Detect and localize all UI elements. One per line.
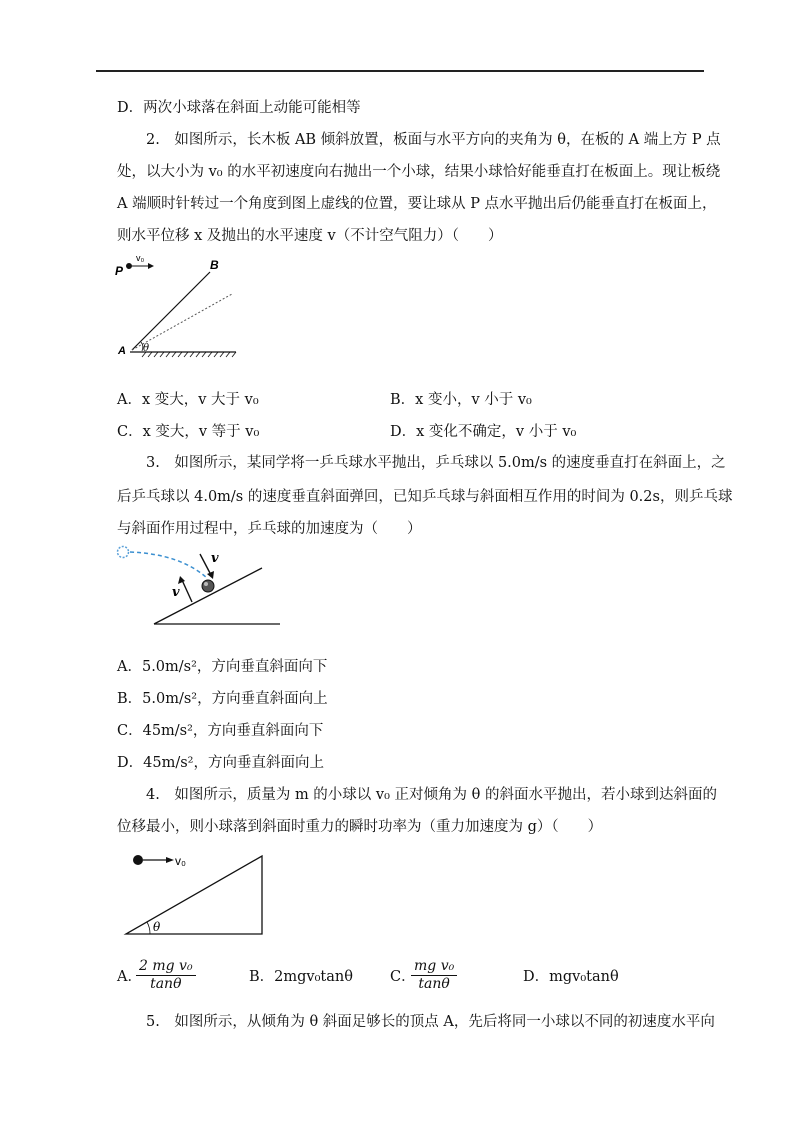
q4-option-c-denominator: tanθ (418, 976, 450, 992)
q4-option-a-prefix[interactable]: A． (117, 969, 142, 985)
q2-label-v0: v₀ (136, 253, 145, 263)
q2-stem-line-2: 处，以大小为 v₀ 的水平初速度向右抛出一个小球，结果小球恰好能垂直打在板面上。现让板绕 (117, 164, 721, 180)
q3-ball (202, 580, 214, 592)
q4-option-a-fraction[interactable] (136, 958, 196, 993)
q2-ground-hatching (142, 352, 236, 357)
q3-stem-line-1: 3. 如图所示，某同学将一乒乓球水平抛出，乒乓球以 5.0m/s 的速度垂直打在斜面上，之 (146, 455, 726, 471)
q3-stem-line-3: 与斜面作用过程中，乒乓球的加速度为（ ） (117, 521, 422, 537)
q2-stem-line-3: A 端顺时针转过一个角度到图上虚线的位置，要让球从 P 点水平抛出后仍能垂直打在板面上， (117, 196, 717, 212)
q2-ball (126, 263, 132, 269)
q2-label-p: P (115, 264, 124, 278)
q3-option-d[interactable]: D．45m/s²，方向垂直斜面向上 (117, 755, 324, 771)
q4-stem-line-2: 位移最小，则小球落到斜面时重力的瞬时功率为（重力加速度为 g）（ ） (117, 819, 603, 835)
q4-option-c-numerator: mg v₀ (411, 958, 457, 976)
q4-option-c-fraction[interactable] (411, 958, 457, 993)
q2-option-c[interactable]: C．x 变大，v 等于 v₀ (117, 424, 260, 440)
q4-figure (120, 848, 270, 940)
q2-figure (110, 252, 250, 362)
q4-ball (133, 855, 143, 865)
q3-initial-ball (118, 547, 129, 558)
q2-option-b[interactable]: B．x 变小，v 小于 v₀ (390, 392, 532, 408)
q3-label-v-out: v (172, 585, 180, 600)
q3-incline (154, 568, 262, 624)
q4-angle-arc (147, 922, 150, 934)
q5-stem-line-1: 5. 如图所示，从倾角为 θ 斜面足够长的顶点 A，先后将同一小球以不同的初速度水平向 (146, 1014, 715, 1030)
q4-option-a-numerator: 2 mg v₀ (136, 958, 196, 976)
q1-option-d: D．两次小球落在斜面上动能可能相等 (117, 100, 361, 116)
q2-option-a[interactable]: A．x 变大，v 大于 v₀ (117, 392, 259, 408)
q2-option-d[interactable]: D．x 变化不确定，v 小于 v₀ (390, 424, 577, 440)
q2-stem-line-4: 则水平位移 x 及抛出的水平速度 v（不计空气阻力）（ ） (117, 228, 503, 244)
q4-label-v0: v₀ (175, 854, 186, 868)
q3-trajectory-dashed (130, 552, 207, 578)
q2-label-a: A (118, 345, 126, 357)
q2-label-b: B (210, 258, 219, 272)
q3-option-a[interactable]: A．5.0m/s²，方向垂直斜面向下 (117, 659, 328, 675)
q3-option-c[interactable]: C．45m/s²，方向垂直斜面向下 (117, 723, 324, 739)
q4-stem-line-1: 4. 如图所示，质量为 m 的小球以 v₀ 正对倾角为 θ 的斜面水平抛出，若小球到达斜面的 (146, 787, 717, 803)
q4-option-a-denominator: tanθ (150, 976, 182, 992)
q3-incoming-velocity-arrow (200, 554, 211, 575)
q2-board-ab (132, 272, 210, 350)
q4-incline-triangle (126, 856, 262, 934)
q3-label-v-in: v (211, 551, 219, 566)
q2-rotated-board-dashed (132, 294, 232, 350)
q3-figure (112, 540, 282, 630)
q3-option-b[interactable]: B．5.0m/s²，方向垂直斜面向上 (117, 691, 328, 707)
q4-option-c-prefix[interactable]: C． (390, 969, 416, 985)
q2-label-theta: θ (143, 343, 150, 354)
q4-option-b[interactable]: B．2mgv₀tanθ (249, 969, 353, 985)
q4-option-d[interactable]: D．mgv₀tanθ (523, 969, 619, 985)
q3-rebound-velocity-arrow (182, 580, 192, 602)
q4-label-theta: θ (153, 920, 161, 934)
q3-stem-line-2: 后乒乓球以 4.0m/s 的速度垂直斜面弹回，已知乒乓球与斜面相互作用的时间为 0.2s，则乒乓球 (117, 489, 733, 505)
header-rule (96, 70, 704, 72)
q2-stem-line-1: 2. 如图所示，长木板 AB 倾斜放置，板面与水平方向的夹角为 θ，在板的 A 端上方 P 点 (146, 132, 721, 148)
